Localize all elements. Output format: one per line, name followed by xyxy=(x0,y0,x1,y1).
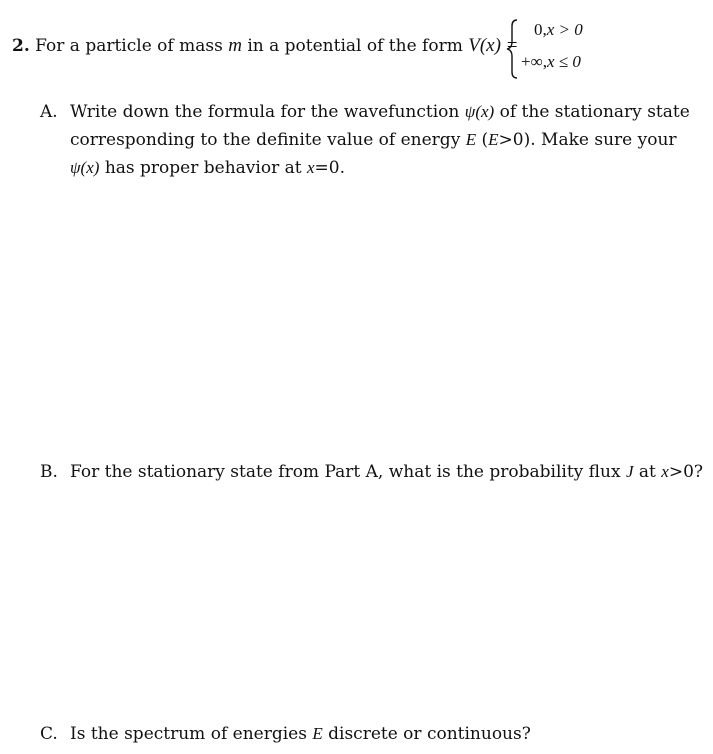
potential-lhs: V(x) = xyxy=(468,35,519,56)
part-letter: C. xyxy=(40,724,58,744)
part-letter: A. xyxy=(40,102,58,122)
text-segment: >0? xyxy=(668,462,704,482)
case-condition: x > 0 xyxy=(546,20,583,39)
text-segment: discrete or continuous? xyxy=(322,724,531,744)
potential-case-nonpositive xyxy=(521,52,581,72)
text-segment: Write down the formula for the wavefunction xyxy=(70,102,465,122)
energy-symbol: E xyxy=(465,130,477,149)
potential-case-positive xyxy=(534,20,583,40)
text-segment: of the stationary state corresponding to the definite value of energy xyxy=(70,102,690,150)
text-segment: =0. xyxy=(314,158,345,178)
part-letter: B. xyxy=(40,462,58,482)
energy-symbol: E xyxy=(488,130,499,149)
problem-statement xyxy=(12,34,519,58)
part-c-text xyxy=(70,720,531,748)
position-symbol: x xyxy=(661,462,669,481)
wavefunction-symbol: ψ(x) xyxy=(464,102,495,121)
case-value: +∞, xyxy=(521,52,547,71)
text-segment: For the stationary state from Part A, what is the probability flux xyxy=(70,462,626,482)
text-segment: >0). Make sure your xyxy=(498,130,677,150)
mass-symbol: m xyxy=(228,35,242,56)
part-a-text xyxy=(70,98,710,182)
flux-symbol: J xyxy=(625,462,634,481)
text-segment: ( xyxy=(476,130,489,150)
part-b-text xyxy=(70,458,710,486)
text-segment: Is the spectrum of energies xyxy=(70,724,313,744)
problem-intro-tail: in a potential of the form xyxy=(247,36,463,56)
case-condition: x ≤ 0 xyxy=(546,52,581,71)
case-value: 0, xyxy=(534,20,547,39)
text-segment: has proper behavior at xyxy=(99,158,307,178)
wavefunction-symbol: ψ(x) xyxy=(70,158,100,177)
energy-symbol: E xyxy=(312,724,323,743)
text-segment: at xyxy=(633,462,662,482)
problem-intro: For a particle of mass xyxy=(35,36,223,56)
position-symbol: x xyxy=(306,158,315,177)
problem-number: 2. xyxy=(12,36,30,56)
left-brace-icon xyxy=(505,18,519,80)
